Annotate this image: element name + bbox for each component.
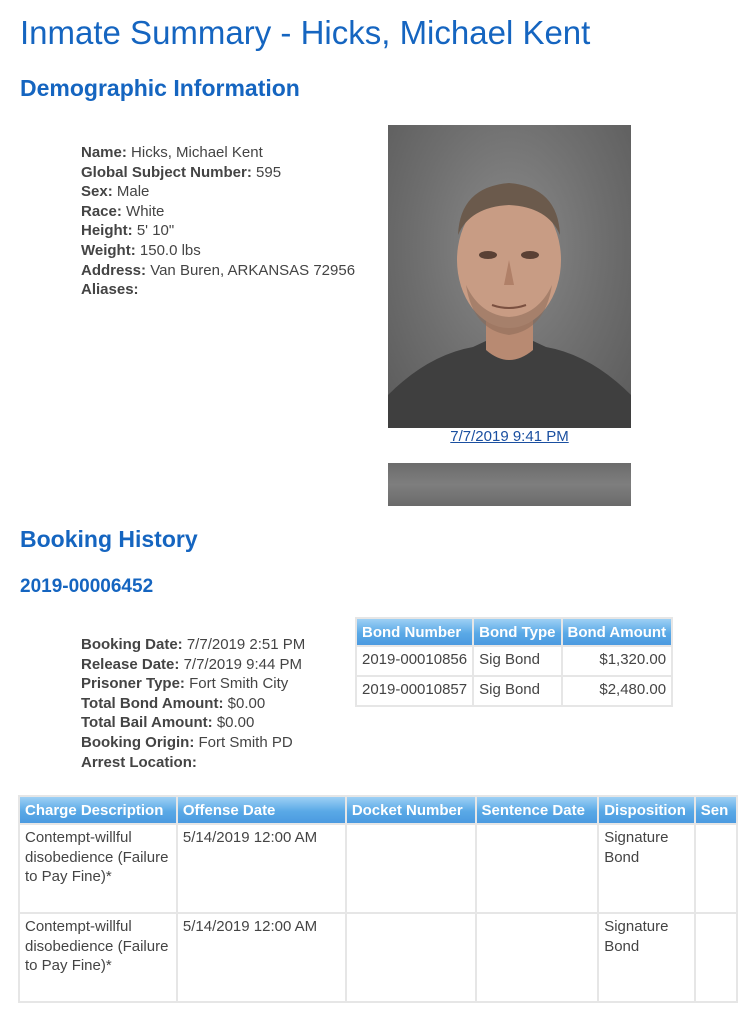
address-row: Address: Van Buren, ARKANSAS 72956 [81, 261, 356, 279]
prisoner-type-row: Prisoner Type: Fort Smith City [81, 675, 289, 693]
total-bond-amount-row: Total Bond Amount: $0.00 [81, 694, 266, 712]
weight-row: Weight: 150.0 lbs [81, 241, 201, 259]
disposition-cell: Signature Bond [599, 825, 694, 912]
charge-description-cell: Contempt-willful disobedience (Failure to Pay Fine)* [20, 914, 176, 1001]
aliases-row: Aliases: [81, 281, 139, 299]
bond-type-cell: Sig Bond [474, 647, 560, 675]
global-subject-number-row: Global Subject Number: 595 [81, 163, 282, 181]
bond-amount-cell: $2,480.00 [563, 677, 672, 705]
photo-date-link[interactable]: 7/7/2019 9:41 PM [450, 428, 569, 445]
total-bail-amount-row: Total Bail Amount: $0.00 [81, 714, 255, 732]
disposition-cell: Signature Bond [599, 914, 694, 1001]
bond-type-cell: Sig Bond [474, 677, 560, 705]
docket-number-header[interactable]: Docket Number [347, 797, 475, 823]
bond-table-header-row [357, 619, 671, 645]
bond-number-header[interactable]: Bond Number [357, 619, 472, 645]
disposition-header[interactable]: Disposition [599, 797, 694, 823]
bond-type-header[interactable]: Bond Type [474, 619, 560, 645]
booking-number: 2019-00006452 [20, 576, 154, 597]
second-photo-thumbnail[interactable] [388, 463, 631, 506]
table-row [357, 677, 671, 705]
sex-row: Sex: Male [81, 183, 150, 201]
sentence-date-header[interactable]: Sentence Date [477, 797, 598, 823]
charge-table [18, 795, 738, 1003]
sentence-date-cell [477, 825, 598, 912]
charge-description-cell: Contempt-willful disobedience (Failure to Pay Fine)* [20, 825, 176, 912]
name-row: Name: Hicks, Michael Kent [81, 144, 263, 161]
sentence-cell [696, 914, 736, 1001]
table-row [20, 914, 736, 1001]
height-row: Height: 5' 10" [81, 222, 175, 240]
offense-date-header[interactable]: Offense Date [178, 797, 345, 823]
bond-number-cell: 2019-00010857 [357, 677, 472, 705]
mugshot-photo[interactable] [388, 125, 631, 428]
offense-date-cell: 5/14/2019 12:00 AM [178, 825, 345, 912]
docket-number-cell [347, 914, 475, 1001]
table-row [357, 647, 671, 675]
demographic-heading: Demographic Information [20, 75, 300, 101]
booking-history-heading: Booking History [20, 526, 198, 552]
charge-table-header-row [20, 797, 736, 823]
race-row: Race: White [81, 202, 165, 220]
offense-date-cell: 5/14/2019 12:00 AM [178, 914, 345, 1001]
sentence-cell [696, 825, 736, 912]
docket-number-cell [347, 825, 475, 912]
bond-amount-header[interactable]: Bond Amount [563, 619, 672, 645]
release-date-row: Release Date: 7/7/2019 9:44 PM [81, 655, 302, 673]
charge-description-header[interactable]: Charge Description [20, 797, 176, 823]
arrest-location-row: Arrest Location: [81, 753, 197, 771]
bond-number-cell: 2019-00010856 [357, 647, 472, 675]
booking-info [81, 635, 305, 772]
demographic-info [81, 143, 355, 300]
mugshot-illustration [388, 125, 631, 428]
bond-table [355, 617, 673, 707]
sentence-date-cell [477, 914, 598, 1001]
table-row [20, 825, 736, 912]
page-title: Inmate Summary - Hicks, Michael Kent [20, 14, 591, 51]
booking-origin-row: Booking Origin: Fort Smith PD [81, 733, 293, 751]
sentence-header[interactable]: Sen [696, 797, 736, 823]
booking-date-row: Booking Date: 7/7/2019 2:51 PM [81, 636, 306, 653]
bond-amount-cell: $1,320.00 [563, 647, 672, 675]
